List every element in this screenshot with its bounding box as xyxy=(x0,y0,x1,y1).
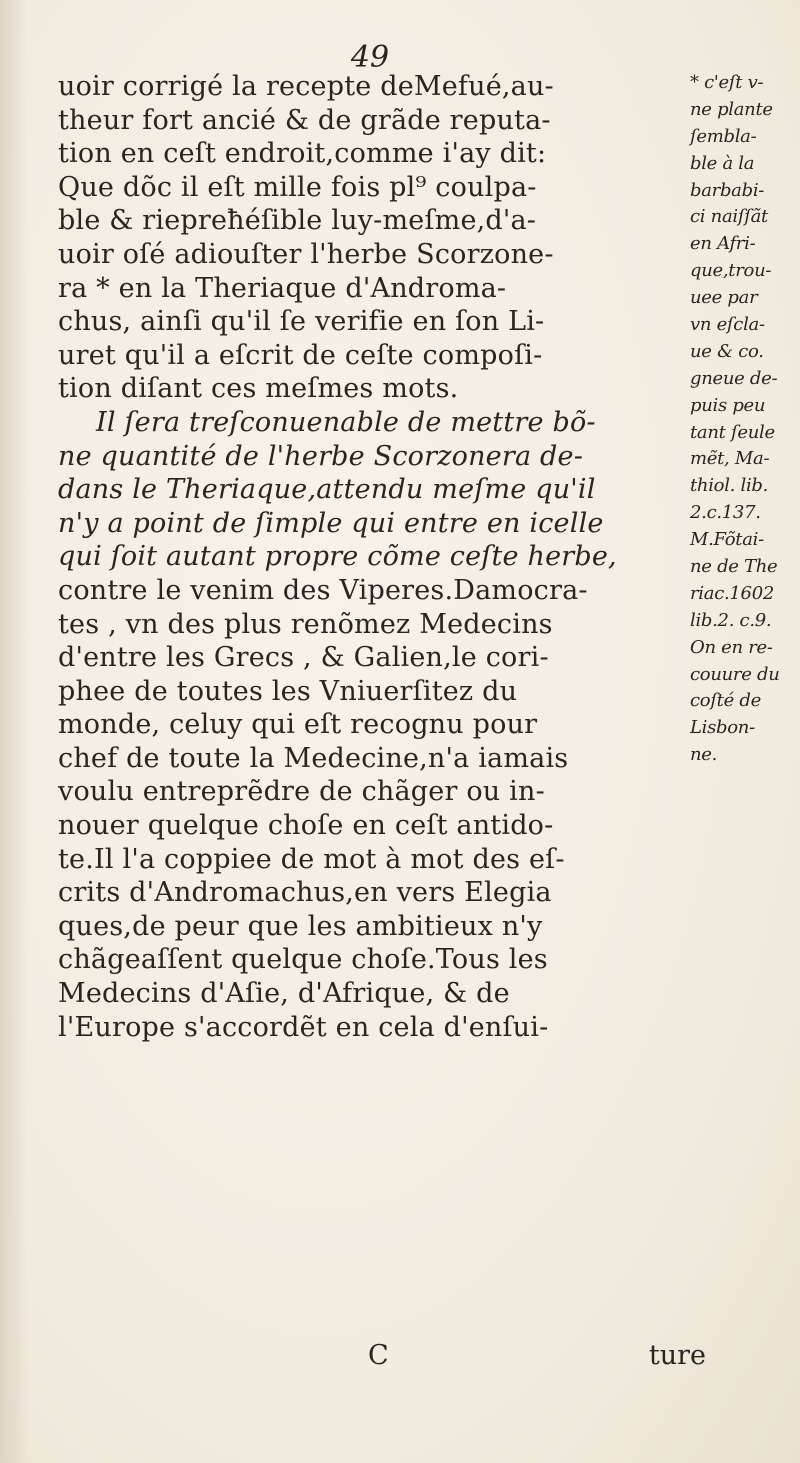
margin-note-line: ſembla- xyxy=(690,125,757,147)
margin-note-line: puis peu xyxy=(690,394,766,416)
text-line: theur fort ancié & de grãde reputa- xyxy=(58,104,551,136)
margin-note-line: 2.c.137. xyxy=(690,502,761,524)
margin-note-line: vn eſcla- xyxy=(690,314,765,336)
margin-notes xyxy=(690,70,800,769)
quotation-line: n'y a point de ſimple qui entre en icelle xyxy=(58,507,604,539)
text-line: d'entre les Grecs , & Galien,le cori- xyxy=(58,642,549,674)
text-line: nouer quelque choſe en ceſt antido- xyxy=(58,810,554,842)
text-line: uoir corrigé la recepte deMefué,au- xyxy=(58,71,554,102)
margin-note-line: barbabi- xyxy=(690,179,765,201)
margin-note-line: Lisbon- xyxy=(690,717,755,739)
text-line: ra * en la Theriaque d'Androma- xyxy=(58,272,507,304)
text-line: uret qu'il a eſcrit de ceſte compoſi- xyxy=(58,339,543,371)
text-line: l'Europe s'accordẽt en cela d'enſui- xyxy=(58,1011,549,1043)
text-line: tes , vn des plus renõmez Medecins xyxy=(58,608,553,640)
text-line: chus, ainſi qu'il ſe verifie en ſon Li- xyxy=(58,306,545,338)
margin-note-line: couure du xyxy=(690,663,780,685)
text-line: crits d'Andromachus,en vers Elegia xyxy=(58,877,552,909)
margin-note-line: ne. xyxy=(690,744,718,766)
text-line: Medecins d'Aſie, d'Afrique, & de xyxy=(58,978,510,1010)
text-line: tion en ceſt endroit,comme i'ay dit: xyxy=(58,138,547,170)
text-line: monde, celuy qui eſt recognu pour xyxy=(58,709,538,741)
text-line: Que dõc il eſt mille fois pl⁹ coulpa- xyxy=(58,171,537,203)
margin-note-line: On en re- xyxy=(690,636,773,658)
page-gutter-shadow xyxy=(0,0,28,1463)
page-number: 49 xyxy=(350,40,390,75)
margin-note-line: tant ſeule xyxy=(690,421,775,443)
text-line: voulu entreprẽdre de chãger ou in- xyxy=(58,776,545,808)
text-line: tion diſant ces meſmes mots. xyxy=(58,373,459,405)
margin-note-line: thiol. lib. xyxy=(690,475,769,497)
margin-note-line: que,trou- xyxy=(690,260,772,282)
margin-note-line: coſté de xyxy=(690,690,761,712)
quotation-line: dans le Theriaque,attendu meſme qu'il xyxy=(58,474,596,506)
margin-note-line: gneue de- xyxy=(690,367,778,389)
text-line: chef de toute la Medecine,n'a iamais xyxy=(58,742,569,774)
page-footer xyxy=(58,1340,718,1374)
signature-mark: C xyxy=(368,1340,389,1371)
text-line: uoir oſé adiouſter l'herbe Scorzone- xyxy=(58,238,554,270)
margin-note-line: * c'eſt v- xyxy=(690,72,764,93)
margin-note-line: ble à la xyxy=(690,152,755,174)
margin-note-line: en Afri- xyxy=(690,233,756,255)
text-line: te.Il l'a coppiee de mot à mot des eſ- xyxy=(58,843,565,875)
quotation-line: qui ſoit autant propre cõme ceſte herbe, xyxy=(58,541,617,573)
margin-note-line: lib.2. c.9. xyxy=(690,609,772,631)
text-line: ques,de peur que les ambitieux n'y xyxy=(58,910,543,942)
margin-note-line: riac.1602 xyxy=(690,582,775,604)
margin-note-line: ue & co. xyxy=(690,340,764,362)
main-text-block xyxy=(58,70,718,1044)
quotation-line: ne quantité de l'herbe Scorzonera de- xyxy=(58,440,584,472)
text-line: ble & riepreħéſible luy-meſme,d'a- xyxy=(58,205,537,237)
margin-note-line: M.Fõtai- xyxy=(690,529,764,551)
quotation-line: Il ſera treſconuenable de mettre bõ- xyxy=(96,406,596,438)
margin-note-line: ne plante xyxy=(690,98,773,120)
margin-note-line: ne de The xyxy=(690,556,778,578)
text-line: phee de toutes les Vniuerſitez du xyxy=(58,675,518,707)
margin-note-line: mẽt, Ma- xyxy=(690,448,770,470)
margin-note-line: ci naiſſãt xyxy=(690,206,768,228)
text-line: chãgeaſſent quelque choſe.Tous les xyxy=(58,944,548,976)
catchword: ture xyxy=(648,1340,706,1371)
margin-note-line: uee par xyxy=(690,287,758,309)
text-line: contre le venim des Viperes.Damocra- xyxy=(58,574,588,606)
